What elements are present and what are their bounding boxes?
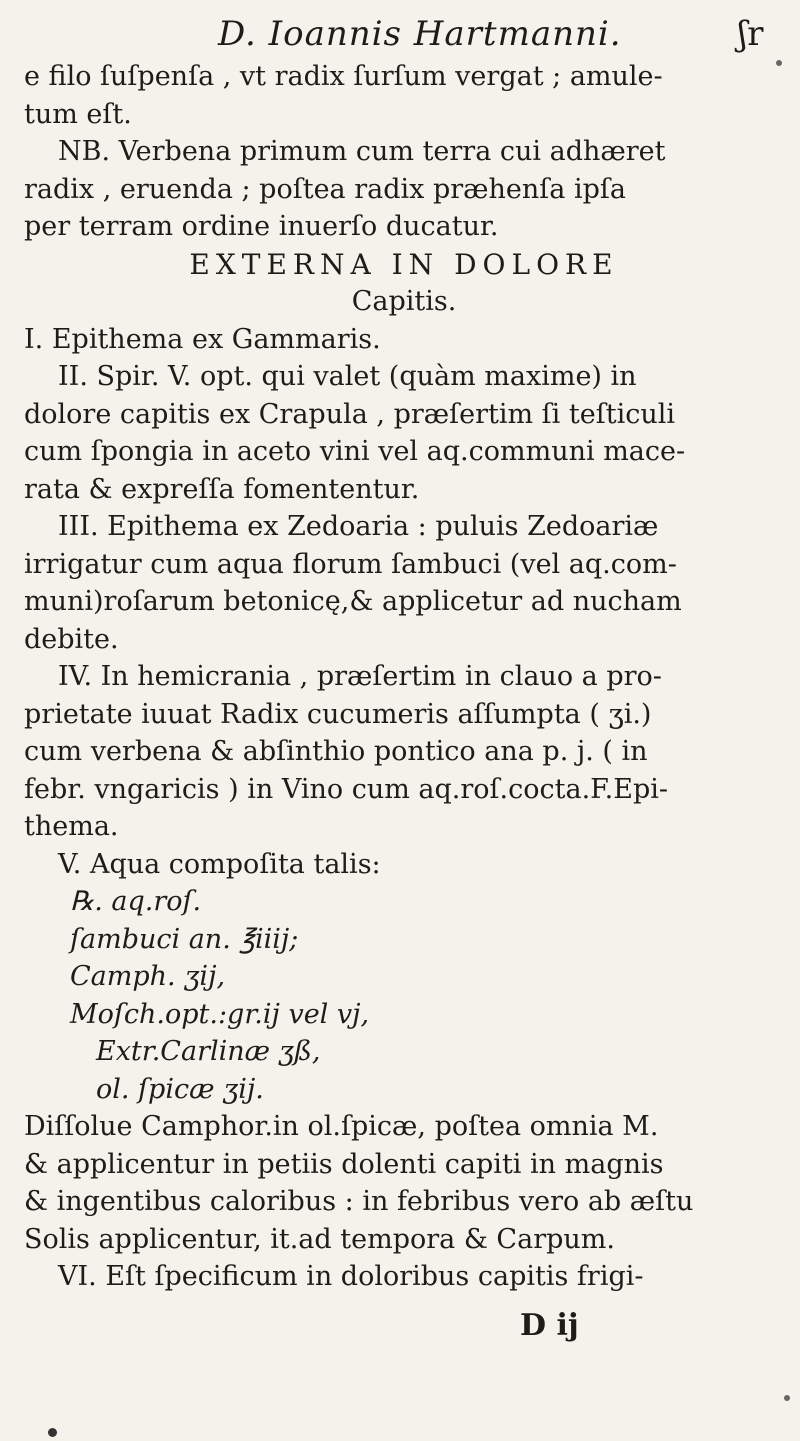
text-line: muni)roſarum betonicę,& applicetur ad nucham	[24, 586, 682, 617]
text-line: IV. In hemicrania , præſertim in clauo a pro-	[58, 661, 662, 692]
folio-mark: ʃr	[738, 14, 764, 54]
ink-speck	[776, 60, 782, 66]
text-line: cum verbena & abſinthio pontico ana p. j. ( in	[24, 736, 648, 767]
recipe-line: ol. ſpicæ ʒij.	[96, 1073, 264, 1105]
section-subheading: Capitis.	[351, 286, 457, 317]
text-line: I. Epithema ex Gammaris.	[24, 323, 381, 355]
text-line: Solis applicentur, it.ad tempora & Carpum.	[24, 1223, 615, 1255]
text-line: & ingentibus caloribus : in febribus vero ab æſtu	[24, 1186, 694, 1217]
text-line: cum ſpongia in aceto vini vel aq.communi mace-	[24, 436, 686, 467]
section-heading: EXTERNA IN DOLORE	[189, 247, 619, 281]
text-line: radix , eruenda ; poſtea radix præhenſa ipſa	[24, 173, 626, 205]
text-line: VI. Eſt ſpecificum in doloribus capitis frigi-	[58, 1261, 644, 1292]
text-line: & applicentur in petiis dolenti capiti in magnis	[24, 1148, 664, 1180]
ink-speck	[784, 1395, 790, 1401]
text-line: V. Aqua compoſita talis:	[58, 848, 381, 880]
recipe-line: Moſch.opt.:gr.ij vel vj,	[70, 998, 370, 1030]
text-line: tum eſt.	[24, 98, 132, 130]
recipe-line: ℞. aq.roſ.	[70, 886, 202, 917]
running-title: D. Ioannis Hartmanni.	[218, 14, 622, 54]
recipe-line: Extr.Carlinæ ʒß,	[96, 1036, 321, 1067]
text-line: thema.	[24, 811, 119, 842]
text-line: III. Epithema ex Zedoaria : puluis Zedoariæ	[58, 511, 659, 542]
text-line: e filo ſuſpenſa , vt radix ſurſum vergat ; amule-	[24, 61, 663, 92]
text-line: rata & expreſſa fomententur.	[24, 473, 420, 505]
text-line: Diſſolue Camphor.in ol.ſpicæ, poſtea omnia M.	[24, 1111, 659, 1142]
running-header	[0, 8, 800, 60]
text-line: prietate iuuat Radix cucumeris aſſumpta ( ʒi.)	[24, 698, 652, 730]
text-body	[24, 58, 784, 1296]
catchword: D ij	[520, 1308, 579, 1343]
text-line: debite.	[24, 623, 119, 655]
text-line: II. Spir. V. opt. qui valet (quàm maxime) in	[58, 361, 637, 392]
text-line: NB. Verbena primum cum terra cui adhæret	[58, 136, 666, 167]
text-line: febr. vngaricis ) in Vino cum aq.roſ.cocta.F.Epi-	[24, 773, 669, 805]
recipe-line: Camph. ʒij,	[70, 961, 226, 992]
text-line: dolore capitis ex Crapula , præſertim ſi teſticuli	[24, 398, 675, 430]
ink-speck	[48, 1428, 57, 1437]
text-line: irrigatur cum aqua florum ſambuci (vel aq.com-	[24, 548, 677, 580]
recipe-line: ſambuci an. ℥iiij;	[70, 923, 299, 955]
text-line: per terram ordine inuerſo ducatur.	[24, 211, 499, 242]
